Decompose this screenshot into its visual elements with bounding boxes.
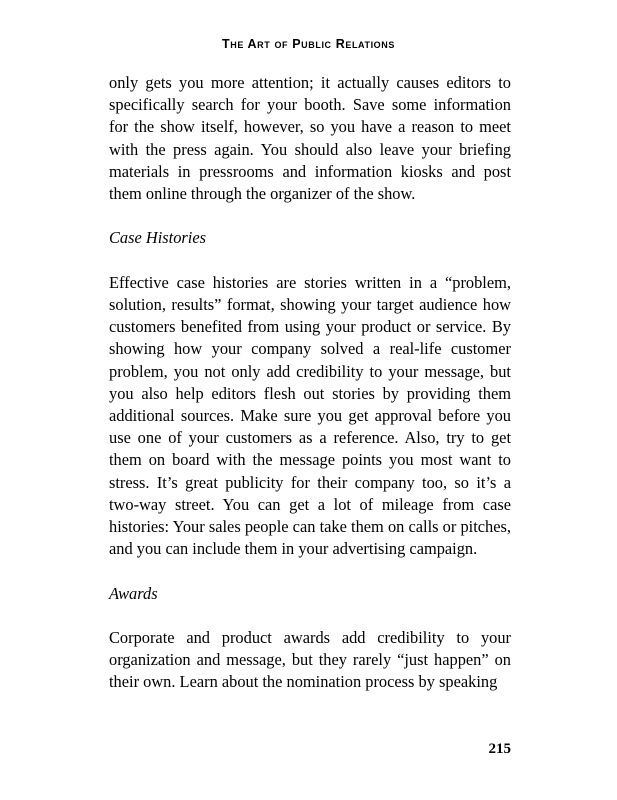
paragraph-case-histories: Effective case histories are stories written in a “problem, solution, results” format, showing your target audience how customers benefited from using your product or service. By showing how your company solved a real-life customer problem, you not only add credibility to your message, but you also help editors flesh out stories by providing them additional sources. Make sure you get approval before you use one of your customers as a reference. Also, try to get them on board with the message points you most want to stress. It’s great publicity for their company too, so it’s a two-way street. You can get a lot of mileage from case histories: Your sales people can take them on calls or pitches, and you can include them in your advertising campaign. (109, 272, 511, 559)
paragraph-spacer (109, 205, 511, 227)
paragraph-spacer (109, 560, 511, 582)
paragraph-spacer (109, 605, 511, 627)
page-number: 215 (488, 741, 511, 757)
section-heading-case-histories: Case Histories (109, 228, 206, 248)
paragraph-trade-show-continued: only gets you more attention; it actually causes editors to specifically search for your booth. Save some information for the show itself, however, so you have a reason to meet with the press again. You should also leave your briefing materials in pressrooms and information kiosks and post them online through the organizer of the show. (109, 73, 511, 204)
running-header: The Art of Public Relations (222, 37, 395, 51)
section-heading-awards: Awards (109, 583, 158, 603)
paragraph-awards: Corporate and product awards add credibility to your organization and message, but they rarely “just happen” on their own. Learn about the nomination process by speaking (109, 628, 511, 692)
page-body (109, 72, 511, 694)
paragraph-spacer (109, 250, 511, 272)
